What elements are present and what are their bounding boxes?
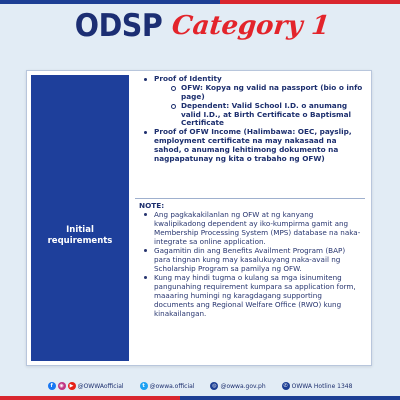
youtube-icon: ▶: [68, 382, 76, 390]
sub-requirement-text: Dependent: Valid School I.D. o anumang valid I.D., at Birth Certificate o Baptismal Certificate: [181, 100, 352, 128]
bottom-accent-stripe: [0, 396, 400, 400]
phone-icon: ✆: [283, 383, 288, 389]
social-handle-text: @OWWAofficial: [77, 382, 124, 390]
notes-list: [139, 210, 363, 318]
list-item: [139, 75, 363, 128]
label-column: [31, 75, 129, 361]
instagram-icon: ◉: [59, 383, 64, 389]
page-header: [0, 8, 400, 64]
requirements-card: [26, 70, 372, 366]
sub-requirement-text: OFW: Kopya ng valid na passport (bio o info page): [181, 82, 363, 101]
note-text: Ang pagkakakilanlan ng OFW at ng kanyang kwalipikadong dependent ay iko-kumpirma gamit ang Membership Processing System (MPS) database na naka-integrate sa online application.: [154, 210, 361, 247]
facebook-icon: f: [48, 382, 56, 390]
list-item: [168, 102, 363, 129]
note-text: Kung may hindi tugma o kulang sa mga isinumiteng pangunahing requirement kumpara sa application form, maaaring humingi ng karagdagang supporting documents ang Regional Welfare Office (RWO) kung kinakailangan.: [154, 273, 356, 319]
section-divider: [135, 198, 365, 199]
notes-column: [139, 201, 363, 318]
row-label: Initial requirements: [47, 225, 113, 247]
list-item: [139, 128, 363, 164]
twitter-handle[interactable]: [140, 382, 195, 390]
globe-icon: ◎: [212, 383, 217, 389]
list-item: [139, 273, 363, 318]
page-title: ODSP: [74, 8, 162, 44]
twitter-icon: t: [140, 382, 148, 390]
top-accent-stripe: [0, 0, 400, 4]
sub-requirements-list: [168, 84, 363, 128]
website-link[interactable]: [210, 382, 265, 390]
website-text: @owwa.gov.ph: [220, 382, 266, 390]
list-item: [139, 246, 363, 273]
requirements-column: [139, 75, 363, 164]
hotline[interactable]: [282, 382, 353, 390]
note-text: Gagamitin din ang Benefits Availment Program (BAP) para tingnan kung may kasalukuyang naka-avail ng Scholarship Program sa pamilya ng OFW.: [154, 246, 346, 274]
twitter-handle-text: @owwa.official: [149, 382, 195, 390]
requirement-text: Proof of OFW Income (Halimbawa: OEC, payslip, employment certificate na may nakasaad na sahod, o anumang lehitimong dokumento na nagpapatunay ng kita o trabaho ng OFW): [154, 127, 352, 164]
page-title-category: Category 1: [170, 11, 331, 41]
social-handle[interactable]: [48, 382, 124, 390]
requirement-text: Proof of Identity: [154, 74, 222, 83]
note-heading: NOTE:: [139, 201, 165, 210]
list-item: [168, 84, 363, 102]
hotline-text: OWWA Hotline 1348: [291, 382, 353, 390]
footer: [0, 378, 400, 394]
requirements-list: [139, 75, 363, 164]
list-item: [139, 210, 363, 246]
